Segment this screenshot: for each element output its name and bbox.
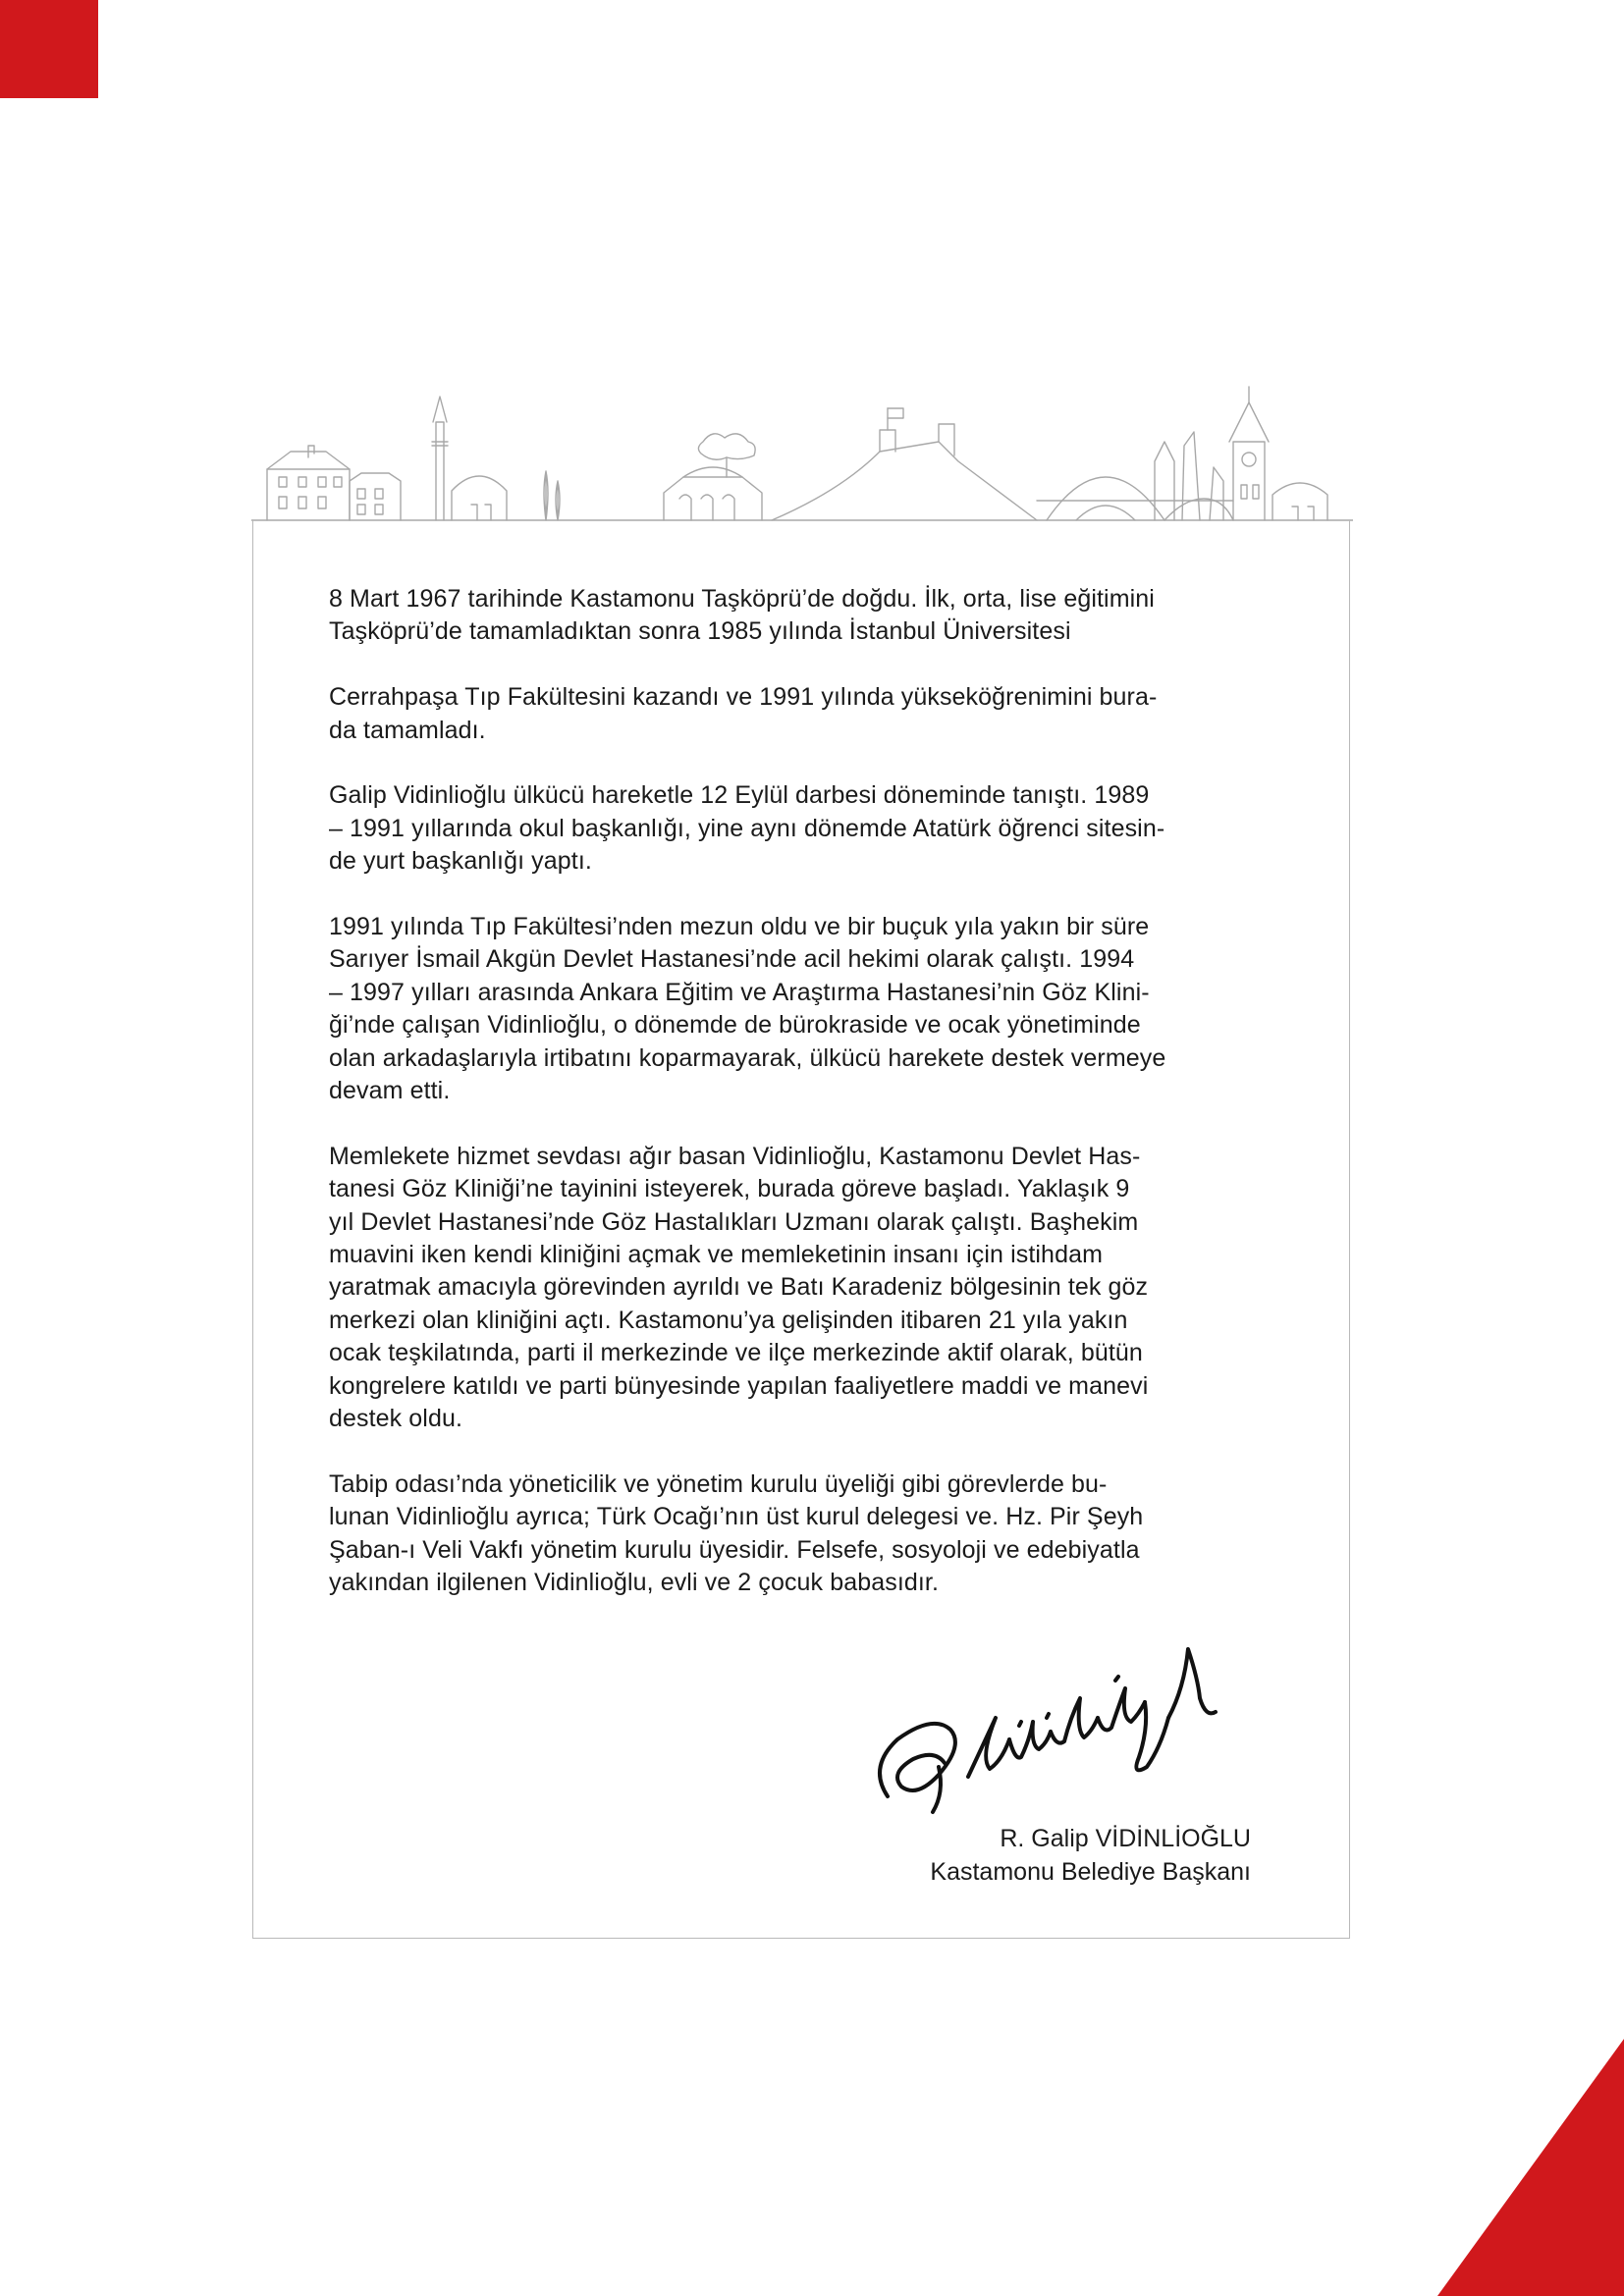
paragraph-1: 8 Mart 1967 tarihinde Kastamonu Taşköprü’de doğdu. İlk, orta, lise eğitimini Taşköprü’de tamamladıktan sonra 1985 yılında İstanbul Üniversitesi	[329, 585, 1155, 646]
paragraph-3: Galip Vidinlioğlu ülkücü hareketle 12 Eylül darbesi döneminde tanıştı. 1989 – 1991 yıllarında okul başkanlığı, yine aynı dönemde Atatürk öğrenci sitesin- de yurt başkanlığı yaptı.	[329, 781, 1165, 876]
corner-accent-triangle	[1437, 2039, 1624, 2296]
signer-block	[930, 1822, 1251, 1889]
paragraph-2: Cerrahpaşa Tıp Fakültesini kazandı ve 1991 yılında yükseköğrenimini bura- da tamamladı.	[329, 683, 1158, 744]
paragraph-5: Memlekete hizmet sevdası ağır basan Vidinlioğlu, Kastamonu Devlet Has- tanesi Göz Kliniği’ne tayinini isteyerek, burada göreve başladı. Yaklaşık 9 yıl Devlet Hastanesi’nde Göz Hastalıkları Uzmanı olarak çalıştı. Başhekim muavini iken kendi kliniğini açmak ve memleketinin insanı için istihdam yaratmak amacıyla görevinden ayrıldı ve Batı Karadeniz bölgesinin tek göz merkezi olan kliniğini açtı. Kastamonu’ya gelişinden itibaren 21 yıla yakın ocak teşkilatında, parti il merkezinde ve ilçe merkezinde aktif olarak, bütün kongrelere katıldı ve parti bünyesinde yapılan faaliyetlere maddi ve manevi destek oldu.	[329, 1142, 1149, 1433]
signer-title: Kastamonu Belediye Başkanı	[930, 1858, 1251, 1886]
corner-accent-square	[0, 0, 98, 98]
signature-image	[874, 1620, 1257, 1816]
city-skyline-illustration	[251, 383, 1353, 525]
signer-name: R. Galip VİDİNLİOĞLU	[1000, 1825, 1251, 1852]
paragraph-6: Tabip odası’nda yöneticilik ve yönetim kurulu üyeliği gibi görevlerde bu- lunan Vidinlioğlu ayrıca; Türk Ocağı’nın üst kurul delegesi ve. Hz. Pir Şeyh Şaban-ı Veli Vakfı yönetim kurulu üyesidir. Felsefe, sosyoloji ve edebiyatla yakından ilgilenen Vidinlioğlu, evli ve 2 çocuk babasıdır.	[329, 1469, 1144, 1597]
paragraph-4: 1991 yılında Tıp Fakültesi’nden mezun oldu ve bir buçuk yıla yakın bir süre Sarıyer İsmail Akgün Devlet Hastanesi’nde acil hekimi olarak çalıştı. 1994 – 1997 yılları arasında Ankara Eğitim ve Araştırma Hastanesi’nin Göz Klini- ği’nde çalışan Vidinlioğlu, o dönemde de bürokraside ve ocak yönetiminde olan arkadaşlarıyla irtibatını koparmayarak, ülkücü harekete destek vermeye devam etti.	[329, 913, 1166, 1105]
letter-body	[329, 583, 1276, 1632]
